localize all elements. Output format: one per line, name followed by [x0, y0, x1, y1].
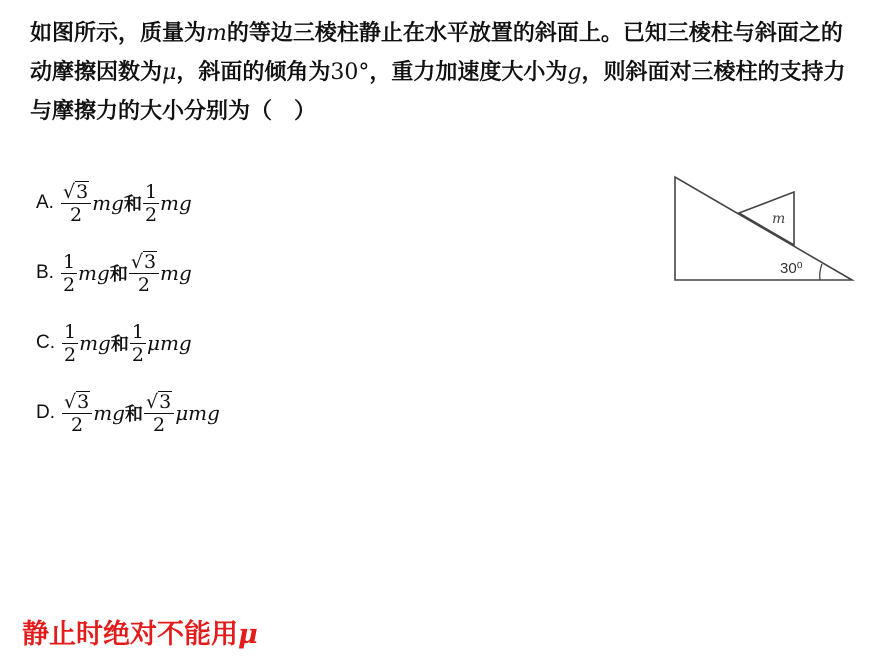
numerator: 3	[159, 390, 172, 413]
prism-shape	[739, 192, 794, 245]
numerator: 1	[62, 250, 76, 273]
question-text	[30, 14, 860, 130]
angle-arc	[820, 264, 822, 280]
numerator: 3	[143, 250, 157, 273]
angle-label: 30⁰	[780, 260, 803, 277]
mass-label: m	[772, 211, 786, 227]
option-d[interactable]	[36, 382, 220, 444]
fraction-2: √ 3 2	[144, 391, 174, 436]
variable-1: mg	[78, 261, 110, 285]
variable-2: mg	[160, 261, 192, 285]
variable-2: μmg	[175, 401, 220, 425]
fraction-1: √ 3 2	[61, 181, 91, 226]
question-part-3: ，斜面的倾角为	[176, 59, 331, 85]
question-part-5: ，则斜面对三棱柱的支持力与摩擦力的大小分别为（ ）	[30, 59, 846, 124]
question-part-2: 的等边三棱柱静止在水平放置的斜面上。已知三棱柱与斜面之的动摩擦因数为	[30, 20, 843, 85]
variable-1: mg	[93, 401, 125, 425]
option-letter: A.	[36, 192, 54, 213]
mass-symbol: m	[206, 21, 227, 46]
fraction-2	[130, 321, 146, 366]
incline-shape	[675, 177, 852, 280]
numerator: 1	[144, 180, 158, 203]
fraction-2	[143, 181, 159, 226]
note-mu-symbol: μ	[238, 619, 258, 650]
note-text: 静止时绝对不能用	[22, 619, 238, 650]
option-b[interactable]	[36, 242, 220, 304]
option-letter: B.	[36, 262, 54, 283]
numerator: 1	[64, 320, 77, 343]
variable-1: mg	[92, 191, 124, 215]
fraction-2: √ 3 2	[129, 251, 159, 296]
option-letter: D.	[36, 402, 55, 423]
conjunction: 和	[124, 404, 143, 425]
denominator: 2	[131, 343, 144, 366]
variable-2: μmg	[146, 331, 192, 355]
denominator: 2	[144, 203, 158, 226]
incline-figure	[668, 172, 858, 287]
numerator: 1	[131, 320, 144, 343]
fraction-1: √ 3 2	[62, 391, 92, 436]
denominator: 2	[64, 343, 77, 366]
conjunction: 和	[123, 194, 142, 215]
mu-symbol: μ	[162, 60, 177, 85]
teacher-note	[22, 612, 258, 651]
incline-diagram	[668, 172, 858, 287]
variable-1: mg	[79, 331, 111, 355]
conjunction: 和	[110, 334, 129, 355]
denominator: 2	[137, 273, 150, 296]
numerator: 3	[77, 390, 90, 413]
variable-2: mg	[160, 191, 192, 215]
option-a[interactable]	[36, 172, 220, 234]
denominator: 2	[153, 413, 166, 436]
answer-options	[36, 172, 220, 452]
conjunction: 和	[109, 264, 128, 285]
denominator: 2	[62, 273, 76, 296]
fraction-1	[61, 251, 77, 296]
question-part-1: 如图所示，质量为	[30, 20, 207, 46]
option-c[interactable]	[36, 312, 220, 374]
angle-value: 30°	[330, 60, 370, 85]
g-symbol: g	[567, 60, 582, 85]
denominator: 2	[71, 413, 84, 436]
fraction-1	[62, 321, 78, 366]
numerator: 3	[76, 180, 89, 203]
question-part-4: ，重力加速度大小为	[369, 59, 568, 85]
option-letter: C.	[36, 332, 55, 353]
denominator: 2	[70, 203, 83, 226]
